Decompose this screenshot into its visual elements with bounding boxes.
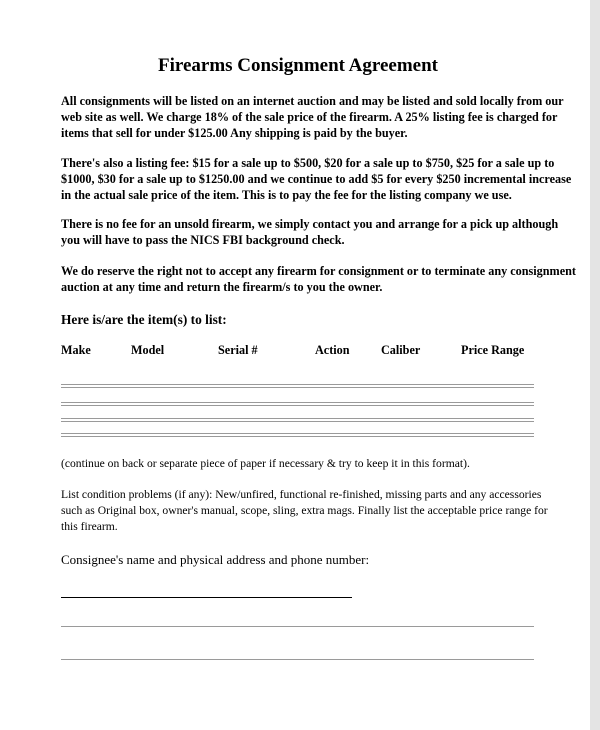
column-header-price-range: Price Range xyxy=(461,343,525,357)
item-entry-line[interactable] xyxy=(61,418,534,419)
viewer-scroll-gutter xyxy=(590,0,600,730)
text-line: such as Original box, owner's manual, scope, sling, extra mags. Finally list the acceptable price range for xyxy=(61,504,548,517)
continue-note xyxy=(61,456,541,472)
condition-paragraph xyxy=(61,487,548,535)
consignee-name-line[interactable] xyxy=(61,597,352,598)
text-line: web site as well. We charge 18% of the sale price of the firearm. A 25% listing fee is charged for xyxy=(61,110,558,124)
text-line: There's also a listing fee: $15 for a sale up to $500, $20 for a sale up to $750, $25 for a sale up to xyxy=(61,156,555,170)
column-header-make: Make xyxy=(61,343,91,357)
text-line: $1000, $30 for a sale up to $1250.00 and we continue to add $5 for every $250 incremental increase xyxy=(61,172,572,186)
text-line: items that sell for under $125.00 Any shipping is paid by the buyer. xyxy=(61,126,408,140)
text-line: List condition problems (if any): New/unfired, functional re-finished, missing parts and any accessories xyxy=(61,488,542,501)
item-entry-line xyxy=(61,405,534,406)
paragraph-listing-fee xyxy=(61,155,572,203)
paragraph-consignment-terms xyxy=(61,93,564,141)
text-line: auction at any time and return the firearm/s to you the owner. xyxy=(61,280,383,294)
text-line: We do reserve the right not to accept any firearm for consignment or to terminate any consignment xyxy=(61,264,576,278)
paragraph-unsold-firearm xyxy=(61,216,559,248)
text-line: There is no fee for an unsold firearm, we simply contact you and arrange for a pick up although xyxy=(61,217,559,231)
item-entry-line xyxy=(61,387,534,388)
item-entry-line[interactable] xyxy=(61,433,534,434)
text-line: in the actual sale price of the item. This is to pay the fee for the listing company we use. xyxy=(61,188,512,202)
consignee-phone-line[interactable] xyxy=(61,659,534,660)
consignee-label: Consignee's name and physical address and phone number: xyxy=(61,552,370,567)
column-header-serial: Serial # xyxy=(218,343,258,357)
column-header-action: Action xyxy=(315,343,350,357)
text-line: (continue on back or separate piece of paper if necessary & try to keep it in this format). xyxy=(61,457,470,470)
item-entry-line[interactable] xyxy=(61,384,534,385)
items-heading: Here is/are the item(s) to list: xyxy=(61,312,227,327)
text-line: this firearm. xyxy=(61,520,118,533)
text-line: you will have to pass the NICS FBI background check. xyxy=(61,233,345,247)
column-header-caliber: Caliber xyxy=(381,343,421,357)
item-entry-line xyxy=(61,436,534,437)
document-title: Firearms Consignment Agreement xyxy=(157,55,439,76)
consignee-address-line[interactable] xyxy=(61,626,534,627)
item-entry-line xyxy=(61,421,534,422)
item-entry-line[interactable] xyxy=(61,402,534,403)
text-line: All consignments will be listed on an internet auction and may be listed and sold locally from our xyxy=(61,94,564,108)
paragraph-reserve-right xyxy=(61,263,576,295)
column-header-model: Model xyxy=(131,343,165,357)
